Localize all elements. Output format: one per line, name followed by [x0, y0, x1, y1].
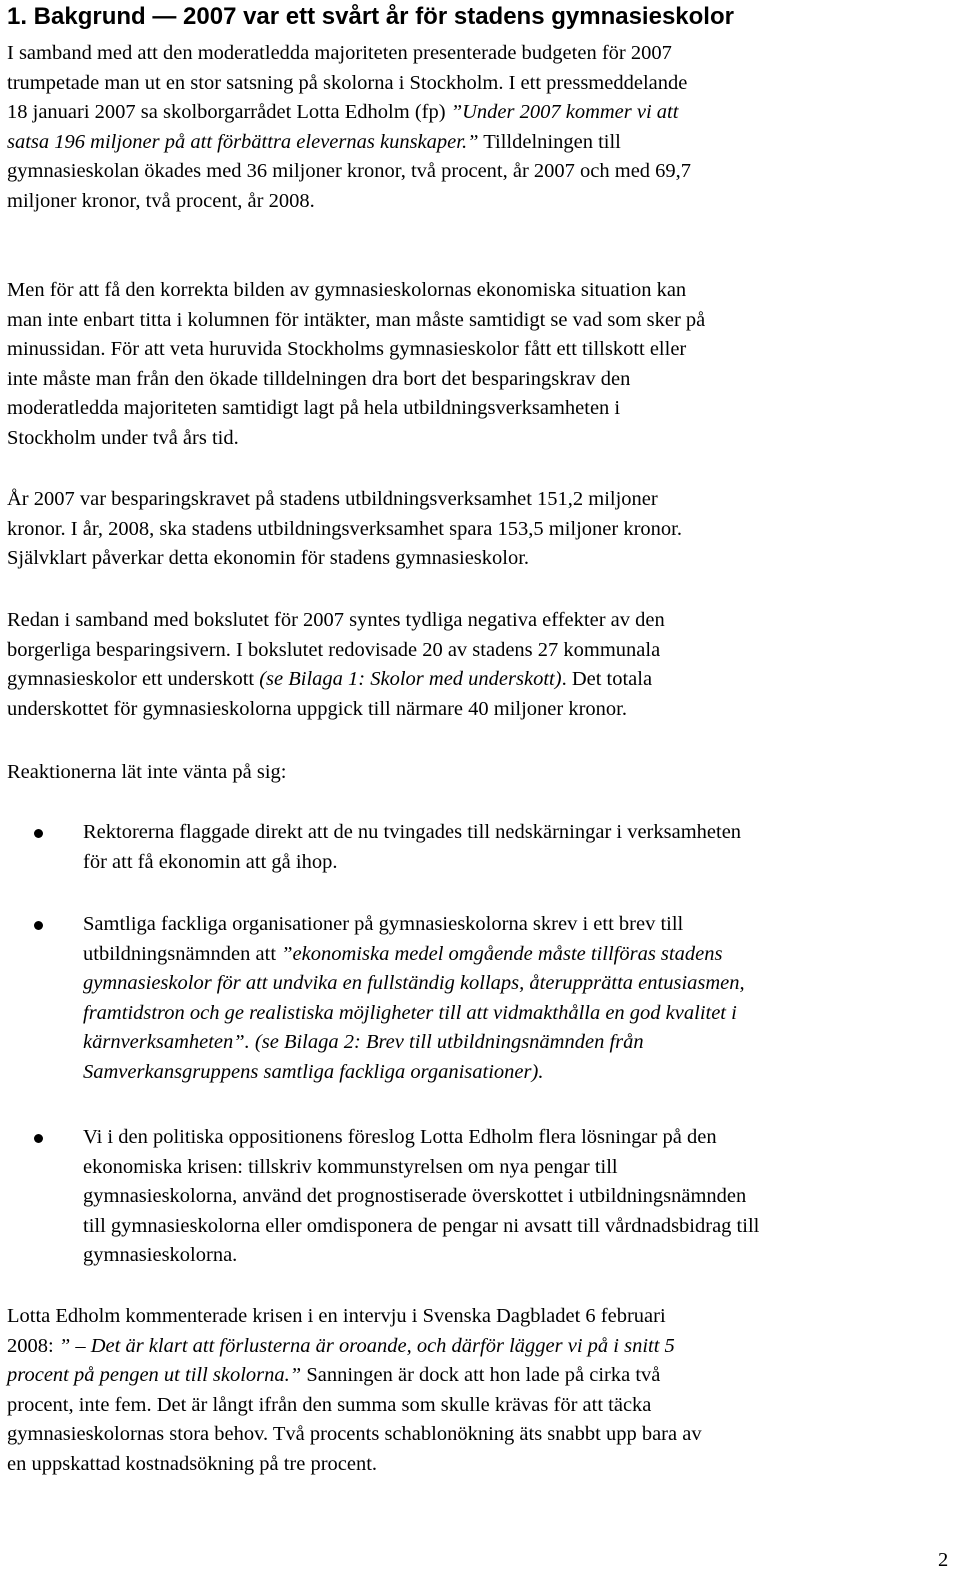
quote-italic: ”ekonomiska medel omgående måste tillföras stadens — [281, 942, 723, 965]
quote-italic: kärnverksamheten”. (se Bilaga 2: Brev till utbildningsnämnden från — [83, 1031, 644, 1053]
paragraph-reactions — [7, 758, 957, 788]
paragraph-year-end-accounts — [7, 606, 957, 724]
text-line: borgerliga besparingsivern. I bokslutet redovisade 20 av stadens 27 kommunala — [7, 638, 661, 661]
paragraph-savings-requirement — [7, 485, 957, 574]
bullet-icon — [34, 921, 43, 930]
text-line: Självklart påverkar detta ekonomin för stadens gymnasieskolor. — [7, 547, 530, 569]
quote-italic: ”Under 2007 kommer vi att — [450, 101, 679, 123]
text-run: Sanningen är dock att hon lade på cirka två — [301, 1364, 661, 1386]
text-line: gymnasieskolornas stora behov. Två procents schablonökning äts snabbt upp bara av — [7, 1423, 702, 1445]
text-line: miljoner kronor, två procent, år 2008. — [7, 189, 315, 212]
text-line: minussidan. För att veta huruvida Stockholms gymnasieskolor fått ett tillskott eller — [7, 338, 687, 360]
text-line: en uppskattad kostnadsökning på tre procent. — [7, 1452, 378, 1475]
text-line: man inte enbart titta i kolumnen för intäkter, man måste samtidigt se vad som sker på — [7, 308, 706, 331]
text-run: 2008: — [7, 1334, 59, 1357]
bullet-text — [83, 910, 960, 1087]
bullet-icon — [34, 829, 43, 838]
text-run: gymnasieskolor ett underskott — [7, 668, 260, 690]
text-line: trumpetade man ut en stor satsning på skolorna i Stockholm. I ett pressmeddelande — [7, 71, 688, 94]
text-line: Redan i samband med bokslutet för 2007 syntes tydliga negativa effekter av den — [7, 609, 665, 631]
text-line — [7, 98, 957, 128]
text-line: till gymnasieskolorna eller omdisponera de pengar ni avsatt till vårdnadsbidrag till — [83, 1214, 760, 1237]
text-run: Tilldelningen till — [478, 130, 621, 153]
quote-italic: satsa 196 miljoner på att förbättra elevernas kunskaper.” — [7, 130, 479, 153]
text-line: för att få ekonomin att gå ihop. — [83, 850, 338, 873]
text-run: 18 januari 2007 sa skolborgarrådet Lotta Edholm (fp) — [7, 101, 451, 123]
text-line — [83, 940, 960, 970]
paragraph-correct-picture — [7, 276, 957, 453]
text-line — [83, 1028, 960, 1058]
text-line: Samtliga fackliga organisationer på gymnasieskolorna skrev i ett brev till — [83, 913, 684, 935]
text-line — [83, 999, 960, 1029]
quote-italic: procent på pengen ut till skolorna.” — [7, 1364, 302, 1386]
text-line: kronor. I år, 2008, ska stadens utbildningsverksamhet spara 153,5 miljoner kronor. — [7, 517, 682, 540]
text-line: moderatledda majoriteten samtidigt lagt på hela utbildningsverksamheten i — [7, 397, 621, 419]
paragraph-edholm-interview — [7, 1302, 957, 1479]
text-run: . Det totala — [561, 668, 653, 690]
text-line — [83, 969, 960, 999]
text-line: gymnasieskolorna, använd det prognostiserade överskottet i utbildningsnämnden — [83, 1185, 747, 1207]
text-line: År 2007 var besparingskravet på stadens utbildningsverksamhet 151,2 miljoner — [7, 488, 658, 510]
section-heading: 1. Bakgrund — 2007 var ett svårt år för stadens gymnasieskolor — [7, 3, 734, 30]
text-line: ekonomiska krisen: tillskriv kommunstyrelsen om nya pengar till — [83, 1155, 618, 1178]
paragraph-budget-intro — [7, 39, 957, 216]
text-line: Vi i den politiska oppositionens föreslog Lotta Edholm flera lösningar på den — [83, 1126, 717, 1148]
text-line: Rektorerna flaggade direkt att de nu tvingades till nedskärningar i verksamheten — [83, 821, 742, 843]
bullet-icon — [34, 1134, 43, 1143]
text-line — [7, 1361, 957, 1391]
text-line — [7, 665, 957, 695]
appendix-reference: (se Bilaga 1: Skolor med underskott) — [259, 668, 562, 690]
page-number: 2 — [938, 1549, 949, 1571]
text-line — [83, 1058, 960, 1088]
text-line: Stockholm under två års tid. — [7, 426, 239, 449]
text-line: underskottet för gymnasieskolorna uppgick till närmare 40 miljoner kronor. — [7, 697, 627, 720]
bullet-text — [83, 1123, 960, 1271]
text-line: Men för att få den korrekta bilden av gymnasieskolornas ekonomiska situation kan — [7, 279, 687, 301]
quote-italic: ” – Det är klart att förlusterna är oroande, och därför lägger vi på i snitt 5 — [58, 1334, 675, 1357]
text-line: Reaktionerna lät inte vänta på sig: — [7, 761, 287, 783]
quote-italic: gymnasieskolor för att undvika en fullständig kollaps, återupprätta entusiasmen, — [83, 972, 745, 994]
text-line — [7, 1332, 957, 1362]
text-line: I samband med att den moderatledda majoriteten presenterade budgeten för 2007 — [7, 42, 672, 64]
text-line: procent, inte fem. Det är långt ifrån den summa som skulle krävas för att täcka — [7, 1393, 652, 1416]
text-line: gymnasieskolorna. — [83, 1244, 238, 1266]
quote-italic: framtidstron och ge realistiska möjligheter till att vidmakthålla en god kvalitet i — [83, 1001, 737, 1024]
appendix-reference: Samverkansgruppens samtliga fackliga organisationer). — [83, 1060, 544, 1083]
text-run: utbildningsnämnden att — [83, 942, 282, 965]
text-line: gymnasieskolan ökades med 36 miljoner kronor, två procent, år 2007 och med 69,7 — [7, 160, 692, 182]
text-line: Lotta Edholm kommenterade krisen i en intervju i Svenska Dagbladet 6 februari — [7, 1305, 666, 1327]
bullet-text — [83, 818, 960, 877]
text-line: inte måste man från den ökade tilldelningen dra bort det besparingskrav den — [7, 367, 631, 390]
text-line — [7, 128, 957, 158]
